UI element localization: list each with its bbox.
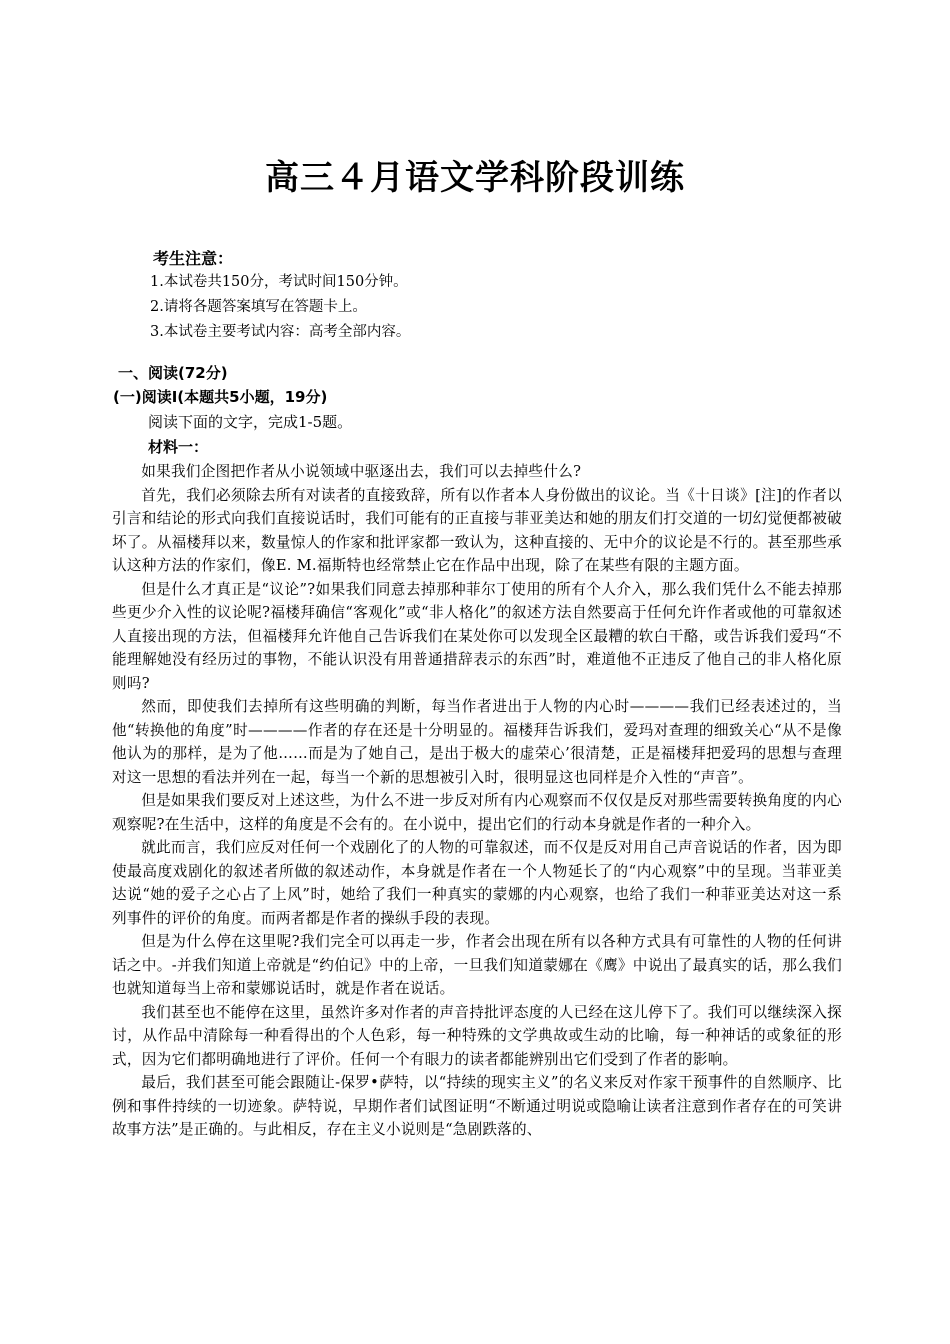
- notice-item: 2.请将各题答案填写在答题卡上。: [150, 299, 367, 315]
- notice-item: 3.本试卷主要考试内容：高考全部内容。: [150, 324, 411, 340]
- material-label: 材料一：: [148, 438, 209, 456]
- notice-heading: 考生注意：: [153, 249, 234, 268]
- reading-passage: [112, 460, 842, 1142]
- reading-instruction: 阅读下面的文字，完成1-5题。: [148, 413, 353, 431]
- passage-paragraph: 最后，我们甚至可能会跟随让-保罗•萨特，以“持续的现实主义”的名义来反对作家干预事件的自然顺序、比例和事件持续的一切迹象。萨特说，早期作者们试图证明“不断通过明说或隐喻让读者注意到作者存在的可笑讲故事方法”是正确的。与此相反，存在主义小说则是“急剧跌落的、: [112, 1074, 842, 1138]
- passage-paragraph: 但是如果我们要反对上述这些，为什么不进一步反对所有内心观察而不仅仅是反对那些需要转换角度的内心观察呢?在生活中，这样的角度是不会有的。在小说中，提出它们的行动本身就是作者的一种介入。: [112, 792, 842, 833]
- passage-paragraph: 就此而言，我们应反对任何一个戏剧化了的人物的可靠叙述，而不仅是反对用自己声音说话的作者，因为即使最高度戏剧化的叙述者所做的叙述动作，本身就是作者在一个人物延长了的“内心观察”中的呈现。当菲亚美达说“她的爱子之心占了上风”时，她给了我们一种真实的蒙娜的内心观察，也给了我们一种菲亚美达对这一系列事件的评价的角度。而两者都是作者的操纵手段的表现。: [112, 839, 842, 927]
- section-heading: 一、阅读(72分): [118, 364, 228, 382]
- page-title: 高三４月语文学科阶段训练: [265, 158, 685, 198]
- passage-paragraph: 我们甚至也不能停在这里，虽然许多对作者的声音持批评态度的人已经在这儿停下了。我们可以继续深入探讨，从作品中清除每一种看得出的个人色彩，每一种特殊的文学典故或生动的比喻，每一种神话的或象征的形式，因为它们都明确地进行了评价。任何一个有眼力的读者都能辨别出它们受到了作者的影响。: [112, 1003, 842, 1068]
- passage-paragraph: 但是为什么停在这里呢?我们完全可以再走一步，作者会出现在所有以各种方式具有可靠性的人物的任何讲话之中。-并我们知道上帝就是“约伯记》中的上帝，一旦我们知道蒙娜在《鹰》中说出了最真实的话，那么我们也就知道每当上帝和蒙娜说话时，就是作者在说话。: [112, 933, 842, 997]
- passage-paragraph: 如果我们企图把作者从小说领域中驱逐出去，我们可以去掉些什么?: [141, 463, 582, 480]
- notice-item: 1.本试卷共150分，考试时间150分钟。: [150, 274, 408, 290]
- notice-list: [150, 270, 850, 345]
- subsection-heading: (一)阅读Ⅰ(本题共5小题，19分): [113, 388, 328, 406]
- passage-paragraph: 但是什么才真正是“议论”?如果我们同意去掉那种菲尔丁使用的所有个人介入，那么我们凭什么不能去掉那些更少介入性的议论呢?福楼拜确信“客观化”或“非人格化”的叙述方法自然要高于任何允许作者或他的可靠叙述人直接出现的方法，但福楼拜允许他自己告诉我们在某处你可以发现全区最糟的软白干酪，或告诉我们爱玛“不能理解她没有经历过的事物，不能认识没有用普通措辞表示的东西”时，难道他不正违反了他自己的非人格化原则吗?: [112, 580, 842, 692]
- passage-paragraph: 首先，我们必须除去所有对读者的直接致辞，所有以作者本人身份做出的议论。当《十日谈》[注]的作者以引言和结论的形式向我们直接说话时，我们可能有的正直接与菲亚美达和她的朋友们打交道的一切幻觉便都被破坏了。从福楼拜以来，数量惊人的作家和批评家都一致认为，这种直接的、无中介的议论是不行的。甚至那些承认这种方法的作家们，像E. M.福斯特也经常禁止它在作品中出现，除了在某些有限的主题方面。: [112, 486, 842, 574]
- passage-paragraph: 然而，即使我们去掉所有这些明确的判断，每当作者进出于人物的内心时————我们已经表述过的，当他“转换他的角度”时————作者的存在还是十分明显的。福楼拜告诉我们，爱玛对查理的细致关心“从不是像他认为的那样，是为了他……而是为了她自己，是出于极大的虚荣心’很清楚，正是福楼拜把爱玛的思想与查理对这一思想的看法并列在一起，每当一个新的思想被引入时，很明显这也同样是介入性的“声音”。: [112, 698, 842, 786]
